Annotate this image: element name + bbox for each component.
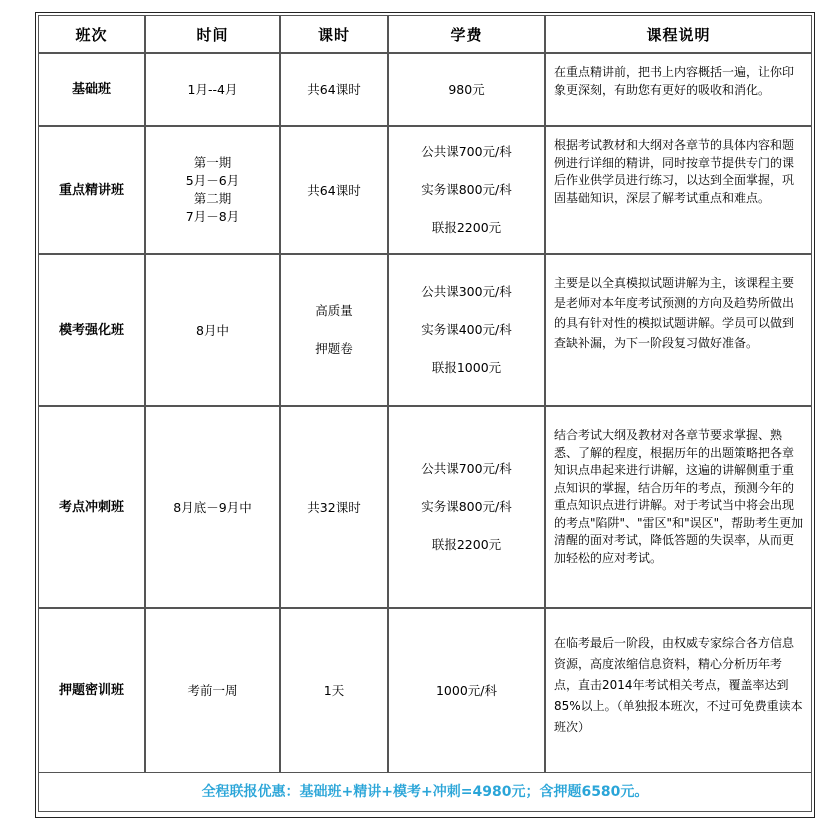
table-row: [38, 608, 812, 773]
class-hours: [280, 126, 388, 254]
fee-line: 公共课700元/科: [421, 144, 512, 159]
class-description: 在重点精讲前，把书上内容概括一遍，让你印象更深刻，有助您有更好的吸收和消化。: [545, 53, 812, 126]
class-hours: [280, 406, 388, 608]
class-name: 基础班: [38, 53, 145, 126]
time-line: 8月底－9月中: [173, 499, 252, 515]
class-description: 主要是以全真模拟试题讲解为主，该课程主要是老师对本年度考试预测的方向及趋势所做出的具有针对性的模拟试题讲解。学员可以做到查缺补漏，为下一阶段复习做好准备。: [545, 254, 812, 406]
header-class: 班次: [38, 15, 145, 53]
class-hours: [280, 608, 388, 773]
hours-line: 共64课时: [307, 82, 361, 97]
class-fee: [388, 254, 545, 406]
time-line: 7月－8月: [185, 209, 240, 224]
header-row: [38, 15, 812, 53]
fee-line: 公共课300元/科: [421, 284, 512, 299]
fee-line: 实务课400元/科: [421, 322, 512, 337]
fee-line: 实务课800元/科: [421, 182, 512, 197]
class-fee: [388, 53, 545, 126]
class-fee: [388, 126, 545, 254]
fee-line: 980元: [448, 82, 485, 97]
class-time: [145, 126, 280, 254]
header-time: 时间: [145, 15, 280, 53]
class-name: 考点冲刺班: [38, 406, 145, 608]
class-name: 重点精讲班: [38, 126, 145, 254]
class-name: 模考强化班: [38, 254, 145, 406]
fee-line: 公共课700元/科: [421, 461, 512, 476]
hours-line: 1天: [323, 683, 345, 698]
header-description: 课程说明: [545, 15, 812, 53]
time-line: 第一期: [193, 155, 232, 170]
header-fee: 学费: [388, 15, 545, 53]
class-time: [145, 608, 280, 773]
time-line: 8月中: [196, 322, 229, 338]
class-time: [145, 254, 280, 406]
class-fee: [388, 406, 545, 608]
hours-line: 共32课时: [307, 499, 361, 515]
fee-line: 1000元/科: [435, 683, 498, 698]
time-line: 考前一周: [187, 683, 238, 698]
table-row: [38, 53, 812, 126]
class-description: 结合考试大纲及教材对各章节要求掌握、熟悉、了解的程度，根据历年的出题策略把各章知识点串起来进行讲解，这遍的讲解侧重于重点知识的掌握，结合历年的考点，预测今年的重点知识点进行讲解。对于考试当中将会出现的考点"陷阱"、"雷区"和"误区"，帮助考生更加清醒的面对考试，降低答题的失误率，从而更加轻松的应对考试。: [545, 406, 812, 608]
class-fee: [388, 608, 545, 773]
class-time: [145, 406, 280, 608]
class-hours: [280, 254, 388, 406]
time-line: 1月--4月: [187, 82, 238, 97]
class-description: 根据考试教材和大纲对各章节的具体内容和题例进行详细的精讲，同时按章节提供专门的课后作业供学员进行练习，以达到全面掌握，巩固基础知识，深层了解考试重点和难点。: [545, 126, 812, 254]
header-hours: 课时: [280, 15, 388, 53]
table-row: [38, 406, 812, 608]
class-time: [145, 53, 280, 126]
class-hours: [280, 53, 388, 126]
hours-line: 押题卷: [315, 341, 353, 356]
table-row: [38, 126, 812, 254]
hours-line: 高质量: [315, 303, 353, 318]
bundle-discount-banner: 全程联报优惠：基础班+精讲+模考+冲刺=4980元；含押题6580元。: [38, 772, 812, 812]
time-line: 第二期: [193, 191, 232, 206]
table-row: [38, 254, 812, 406]
fee-line: 联报1000元: [431, 360, 502, 375]
class-name: 押题密训班: [38, 608, 145, 773]
class-description: 在临考最后一阶段，由权威专家综合各方信息资源，高度浓缩信息资料，精心分析历年考点，直击2014年考试相关考点，覆盖率达到85%以上。（单独报本班次，不过可免费重读本班次）: [545, 608, 812, 773]
hours-line: 共64课时: [307, 182, 361, 198]
fee-line: 联报2200元: [431, 537, 502, 552]
time-line: 5月－6月: [185, 173, 240, 188]
fee-line: 联报2200元: [431, 220, 502, 235]
course-table: [38, 15, 812, 773]
fee-line: 实务课800元/科: [421, 499, 512, 514]
